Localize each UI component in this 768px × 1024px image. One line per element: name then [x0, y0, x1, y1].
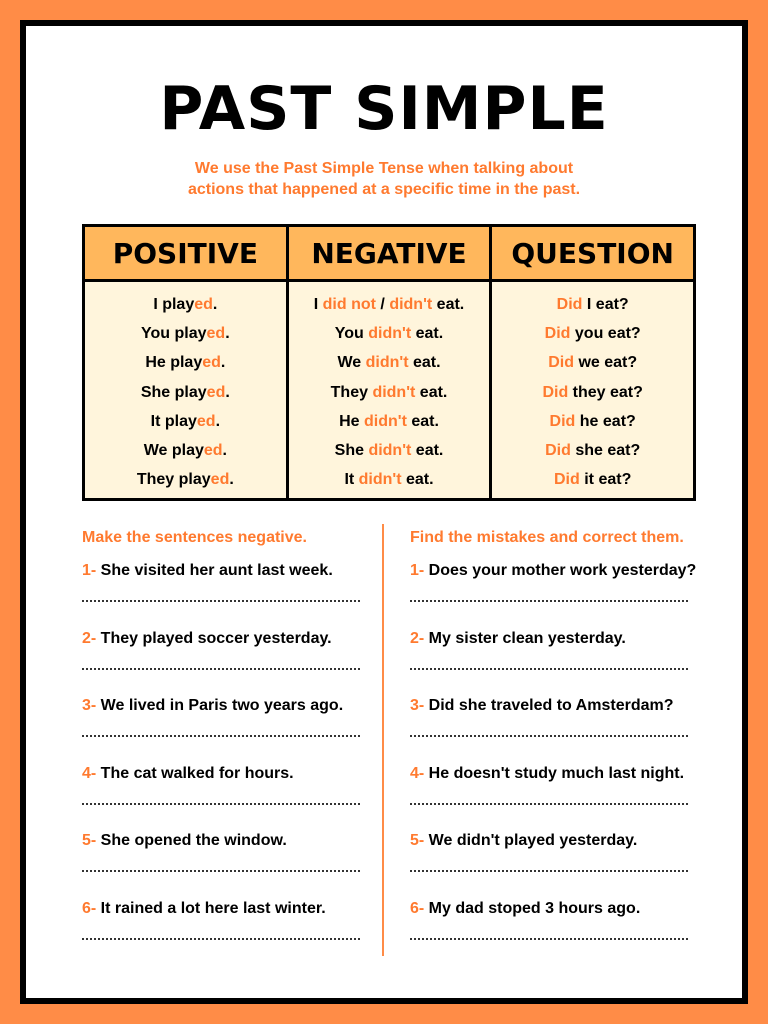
exercise-item: [82, 618, 362, 686]
item-text: My dad stoped 3 hours ago.: [424, 899, 641, 917]
question-row: [492, 466, 693, 495]
negative-column: [286, 227, 490, 498]
exercise-item: [82, 550, 362, 618]
item-text: My sister clean yesterday.: [424, 629, 626, 647]
row-text: I: [313, 295, 323, 313]
grammar-table: [82, 224, 696, 501]
row-text: eat.: [411, 442, 444, 460]
answer-line[interactable]: [82, 870, 360, 872]
row-text: We play: [143, 442, 204, 460]
row-highlight: ed: [196, 412, 216, 430]
question-row: [492, 349, 693, 378]
question-header: QUESTION: [492, 227, 693, 282]
item-text: The cat walked for hours.: [96, 764, 294, 782]
exercise-mistakes: [410, 526, 710, 955]
row-text: I play: [153, 295, 195, 313]
item-number: 4-: [410, 764, 425, 782]
exercise-sentence: [410, 618, 710, 650]
positive-column: [85, 227, 286, 498]
row-text: It play: [150, 412, 197, 430]
exercise-item: [82, 820, 362, 888]
answer-line[interactable]: [410, 600, 688, 602]
row-highlight: Did: [544, 324, 571, 342]
positive-header: POSITIVE: [85, 227, 286, 282]
column-divider: [382, 524, 384, 956]
row-text: She play: [140, 383, 207, 401]
negative-row: [289, 319, 490, 348]
row-text: You play: [141, 324, 207, 342]
exercise-item: [82, 685, 362, 753]
item-number: 6-: [82, 899, 97, 917]
row-text: He play: [145, 354, 203, 372]
negative-row: [289, 436, 490, 465]
row-highlight: Did: [545, 442, 571, 460]
row-text: eat.: [415, 383, 448, 401]
row-text: .: [225, 324, 230, 342]
exercise-item: [410, 820, 710, 888]
answer-line[interactable]: [82, 803, 360, 805]
row-text: He: [339, 412, 364, 430]
row-highlight: Did: [554, 471, 580, 489]
item-number: 1-: [410, 562, 425, 579]
question-row: [492, 378, 693, 407]
negative-rows: [289, 282, 490, 495]
row-text: .: [212, 295, 218, 313]
question-column: [489, 227, 693, 498]
item-number: 5-: [82, 832, 97, 849]
row-text: .: [229, 471, 234, 489]
row-text: he eat?: [575, 412, 636, 430]
row-text: eat.: [408, 354, 441, 372]
item-text: We lived in Paris two years ago.: [96, 697, 344, 714]
row-highlight: ed: [194, 295, 213, 313]
row-text: you eat?: [570, 324, 641, 342]
exercise-left-title: Make the sentences negative.: [82, 529, 307, 546]
answer-line[interactable]: [410, 803, 688, 805]
row-highlight: ed: [203, 442, 223, 460]
row-highlight: Did: [556, 295, 583, 313]
exercise-sentence: [82, 618, 362, 650]
row-highlight: ed: [210, 471, 230, 489]
exercise-sentence: [410, 550, 710, 582]
positive-row: [85, 436, 286, 465]
exercise-right-title: Find the mistakes and correct them.: [410, 529, 684, 546]
positive-row: [85, 349, 286, 378]
answer-line[interactable]: [82, 938, 360, 940]
row-highlight: didn't: [365, 354, 409, 372]
row-text: .: [225, 383, 230, 401]
exercise-item: [410, 753, 710, 821]
row-text: /: [375, 295, 390, 313]
row-text: eat.: [432, 295, 465, 313]
row-text: eat.: [401, 471, 434, 489]
row-text: she eat?: [570, 442, 641, 460]
row-highlight: Did: [548, 354, 574, 372]
negative-row: [289, 349, 490, 378]
row-text: It: [344, 471, 359, 489]
negative-row: [289, 466, 490, 495]
exercise-sentence: [82, 550, 362, 582]
row-highlight: didn't: [364, 412, 407, 430]
item-text: She opened the window.: [96, 832, 287, 849]
item-text: It rained a lot here last winter.: [96, 899, 326, 917]
item-number: 3-: [82, 697, 97, 714]
worksheet: [20, 20, 748, 1004]
row-text: They play: [136, 471, 211, 489]
answer-line[interactable]: [410, 668, 688, 670]
answer-line[interactable]: [410, 870, 688, 872]
positive-rows: [85, 282, 286, 495]
item-text: She visited her aunt last week.: [96, 562, 333, 579]
row-text: it eat?: [579, 471, 632, 489]
row-text: they eat?: [568, 383, 643, 401]
row-text: She: [334, 442, 369, 460]
question-rows: [492, 282, 693, 495]
question-row: [492, 436, 693, 465]
exercise-sentence: [410, 820, 710, 852]
item-text: We didn't played yesterday.: [424, 832, 638, 849]
exercise-item: [410, 888, 710, 956]
answer-line[interactable]: [82, 600, 360, 602]
row-highlight: didn't: [368, 324, 412, 342]
item-text: Did she traveled to Amsterdam?: [424, 697, 674, 714]
item-text: He doesn't study much last night.: [424, 764, 685, 782]
item-text: Does your mother work yesterday?: [424, 562, 697, 579]
exercise-negative: [82, 526, 362, 955]
row-highlight: didn't: [372, 383, 416, 401]
exercise-sentence: [410, 685, 710, 717]
exercise-left-items: [82, 550, 362, 955]
item-number: 6-: [410, 899, 425, 917]
item-number: 3-: [410, 697, 425, 714]
answer-line[interactable]: [410, 938, 688, 940]
row-highlight: didn't: [358, 471, 402, 489]
page-title: PAST SIMPLE: [159, 74, 609, 144]
question-row: [492, 290, 693, 319]
exercise-sentence: [410, 888, 710, 920]
row-text: They: [330, 383, 373, 401]
item-number: 1-: [82, 562, 97, 579]
positive-row: [85, 378, 286, 407]
row-highlight: Did: [542, 383, 569, 401]
exercise-item: [410, 618, 710, 686]
exercise-item: [410, 685, 710, 753]
intro-line-1: We use the Past Simple Tense when talking about: [194, 160, 574, 177]
exercise-right-items: [410, 550, 710, 955]
positive-row: [85, 466, 286, 495]
row-text: .: [220, 354, 226, 372]
positive-row: [85, 407, 286, 436]
row-highlight: did not: [322, 295, 376, 313]
exercise-sentence: [82, 888, 362, 920]
negative-row: [289, 290, 490, 319]
row-text: .: [215, 412, 221, 430]
exercise-item: [410, 550, 710, 618]
row-highlight: didn't: [389, 295, 433, 313]
answer-line[interactable]: [82, 735, 360, 737]
row-text: eat.: [406, 412, 439, 430]
intro-text: [106, 158, 662, 200]
row-text: We: [337, 354, 366, 372]
row-highlight: ed: [206, 324, 226, 342]
row-highlight: Did: [549, 412, 576, 430]
question-row: [492, 407, 693, 436]
exercise-item: [82, 753, 362, 821]
positive-row: [85, 319, 286, 348]
answer-line[interactable]: [410, 735, 688, 737]
row-text: eat.: [411, 324, 444, 342]
negative-header: NEGATIVE: [289, 227, 490, 282]
exercise-sentence: [82, 685, 362, 717]
positive-row: [85, 290, 286, 319]
row-highlight: ed: [206, 383, 226, 401]
question-row: [492, 319, 693, 348]
answer-line[interactable]: [82, 668, 360, 670]
item-number: 2-: [410, 629, 425, 647]
item-number: 4-: [82, 764, 97, 782]
exercise-sentence: [82, 820, 362, 852]
negative-row: [289, 378, 490, 407]
exercise-item: [82, 888, 362, 956]
row-text: .: [222, 442, 227, 460]
row-text: we eat?: [574, 354, 638, 372]
item-text: They played soccer yesterday.: [96, 629, 332, 647]
row-highlight: ed: [202, 354, 221, 372]
intro-line-2: actions that happened at a specific time in the past.: [187, 181, 581, 198]
exercise-sentence: [410, 753, 710, 785]
negative-row: [289, 407, 490, 436]
exercise-sentence: [82, 753, 362, 785]
item-number: 2-: [82, 629, 97, 647]
row-text: You: [334, 324, 369, 342]
item-number: 5-: [410, 832, 425, 849]
row-text: I eat?: [582, 295, 629, 313]
row-highlight: didn't: [368, 442, 412, 460]
